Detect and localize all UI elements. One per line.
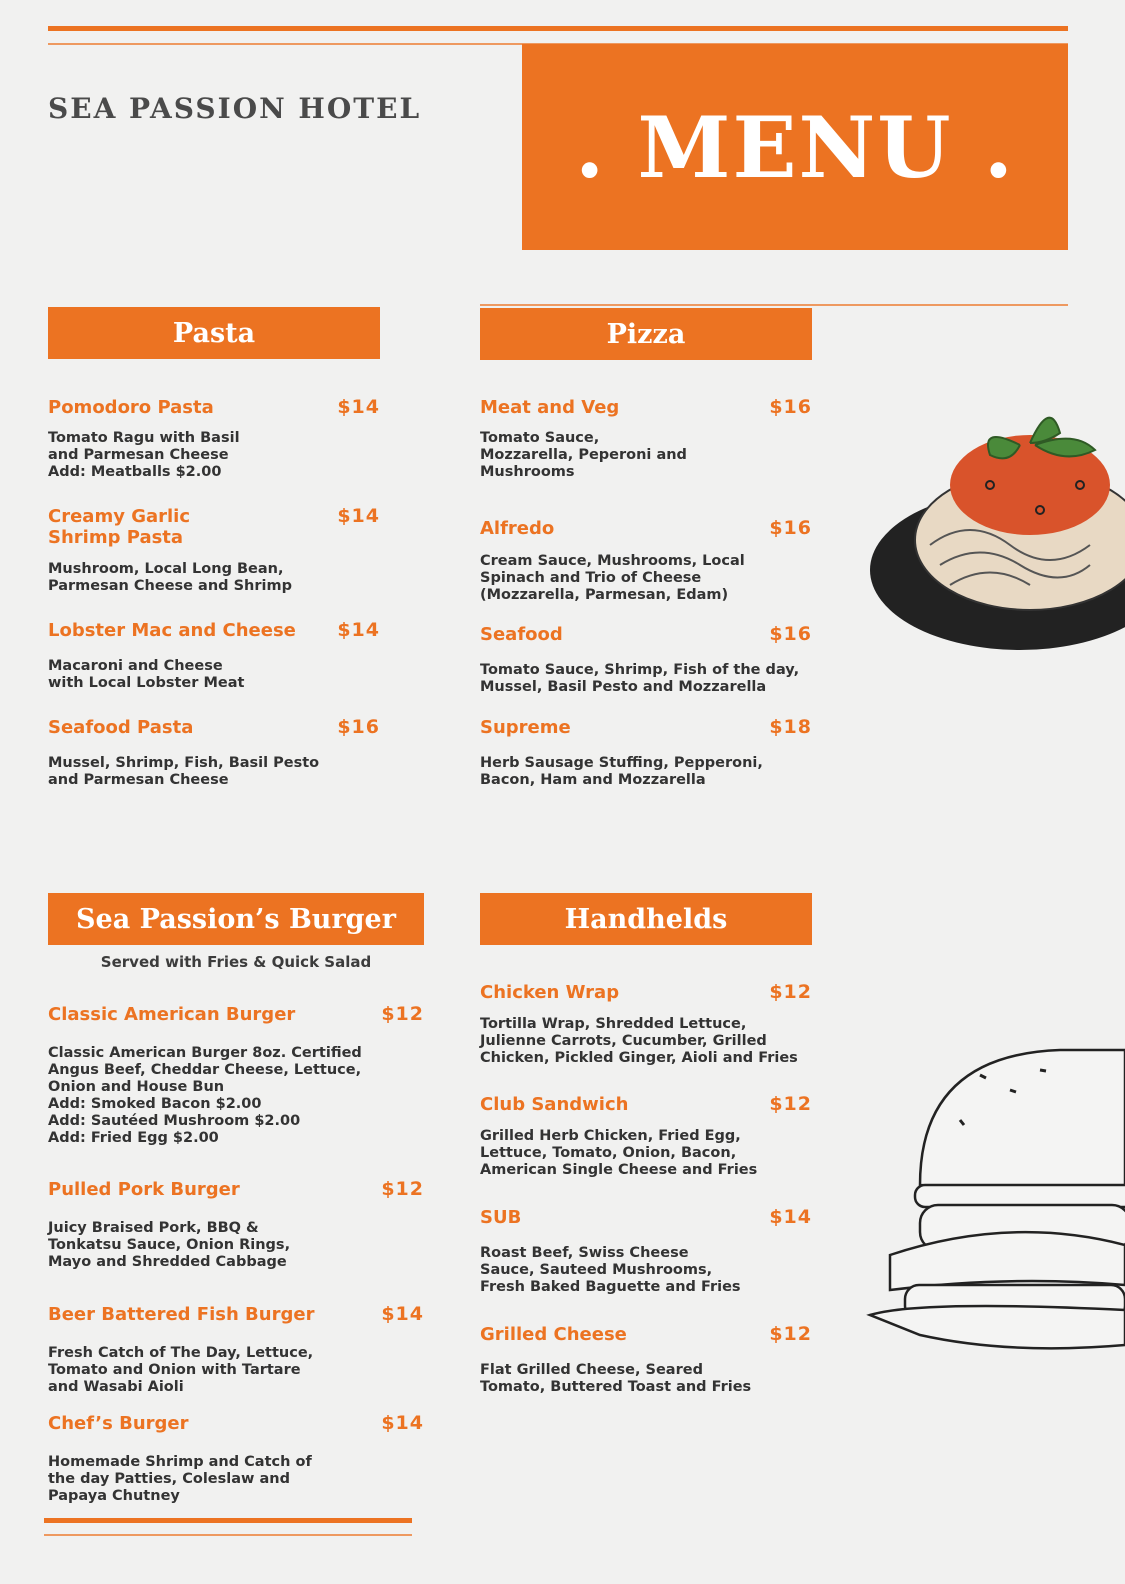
item-name: Beer Battered Fish Burger (48, 1304, 315, 1325)
item-price: $16 (769, 517, 812, 539)
item-price: $14 (381, 1412, 424, 1434)
item-name: Seafood Pasta (48, 717, 194, 738)
item-desc: Homemade Shrimp and Catch of the day Patties, Coleslaw and Papaya Chutney (48, 1454, 312, 1504)
item-name: SUB (480, 1207, 522, 1228)
item-name: Chicken Wrap (480, 982, 620, 1003)
bottom-rule-thick (44, 1518, 412, 1523)
item-price: $12 (381, 1178, 424, 1200)
item-name: Creamy Garlic Shrimp Pasta (48, 506, 191, 548)
item-name: Chef’s Burger (48, 1413, 189, 1434)
item-price: $14 (381, 1303, 424, 1325)
item-price: $18 (769, 716, 812, 738)
spaghetti-plate-illustration (870, 405, 1125, 665)
item-name: Pomodoro Pasta (48, 397, 214, 418)
burger-subtitle: Served with Fries & Quick Salad (100, 953, 372, 971)
item-name: Supreme (480, 717, 571, 738)
item-name: Club Sandwich (480, 1094, 629, 1115)
burger-illustration (860, 1045, 1125, 1375)
item-price: $12 (769, 1093, 812, 1115)
bottom-rule-thin (44, 1534, 412, 1536)
item-price: $12 (769, 981, 812, 1003)
item-name: Pulled Pork Burger (48, 1179, 240, 1200)
menu-title-box (522, 44, 1068, 250)
item-desc: Mussel, Shrimp, Fish, Basil Pesto and Parmesan Cheese (48, 755, 320, 788)
item-price: $16 (769, 396, 812, 418)
item-price: $14 (337, 505, 380, 527)
item-price: $16 (769, 623, 812, 645)
item-name: Lobster Mac and Cheese (48, 620, 296, 641)
item-price: $14 (337, 396, 380, 418)
item-name: Classic American Burger (48, 1004, 296, 1025)
section-rule (480, 304, 1068, 306)
item-price: $14 (337, 619, 380, 641)
handhelds-header: Handhelds (480, 893, 812, 945)
item-name: Grilled Cheese (480, 1324, 627, 1345)
item-desc: Fresh Catch of The Day, Lettuce, Tomato and Onion with Tartare and Wasabi Aioli (48, 1345, 314, 1395)
item-desc: Tomato Ragu with Basil and Parmesan Cheese Add: Meatballs $2.00 (48, 430, 240, 480)
item-name: Alfredo (480, 518, 555, 539)
item-desc: Classic American Burger 8oz. Certified Angus Beef, Cheddar Cheese, Lettuce, Onion and House Bun Add: Smoked Bacon $2.00 Add: Sautéed Mushroom $2.00 Add: Fried Egg $2.00 (48, 1045, 362, 1146)
item-desc: Mushroom, Local Long Bean, Parmesan Cheese and Shrimp (48, 561, 292, 594)
item-desc: Tomato Sauce, Mozzarella, Peperoni and Mushrooms (480, 430, 687, 480)
pizza-header: Pizza (480, 308, 812, 360)
item-price: $12 (769, 1323, 812, 1345)
item-name: Meat and Veg (480, 397, 620, 418)
item-desc: Roast Beef, Swiss Cheese Sauce, Sauteed Mushrooms, Fresh Baked Baguette and Fries (480, 1245, 741, 1295)
item-price: $16 (337, 716, 380, 738)
burger-header: Sea Passion’s Burger (48, 893, 424, 945)
item-price: $14 (769, 1206, 812, 1228)
item-desc: Macaroni and Cheese with Local Lobster Meat (48, 658, 245, 691)
item-desc: Tortilla Wrap, Shredded Lettuce, Julienne Carrots, Cucumber, Grilled Chicken, Pickled Ginger, Aioli and Fries (480, 1016, 798, 1066)
hotel-name: SEA PASSION HOTEL (48, 92, 422, 125)
pasta-header: Pasta (48, 307, 380, 359)
item-desc: Cream Sauce, Mushrooms, Local Spinach and Trio of Cheese (Mozzarella, Parmesan, Edam) (480, 553, 745, 603)
top-rule-thick (48, 26, 1068, 31)
item-desc: Herb Sausage Stuffing, Pepperoni, Bacon, Ham and Mozzarella (480, 755, 763, 788)
item-desc: Flat Grilled Cheese, Seared Tomato, Buttered Toast and Fries (480, 1362, 752, 1395)
item-desc: Juicy Braised Pork, BBQ & Tonkatsu Sauce, Onion Rings, Mayo and Shredded Cabbage (48, 1220, 291, 1270)
item-name: Seafood (480, 624, 563, 645)
item-price: $12 (381, 1003, 424, 1025)
item-desc: Tomato Sauce, Shrimp, Fish of the day, Mussel, Basil Pesto and Mozzarella (480, 662, 800, 695)
item-desc: Grilled Herb Chicken, Fried Egg, Lettuce, Tomato, Onion, Bacon, American Single Cheese and Fries (480, 1128, 758, 1178)
menu-title: . MENU . (574, 97, 1016, 197)
